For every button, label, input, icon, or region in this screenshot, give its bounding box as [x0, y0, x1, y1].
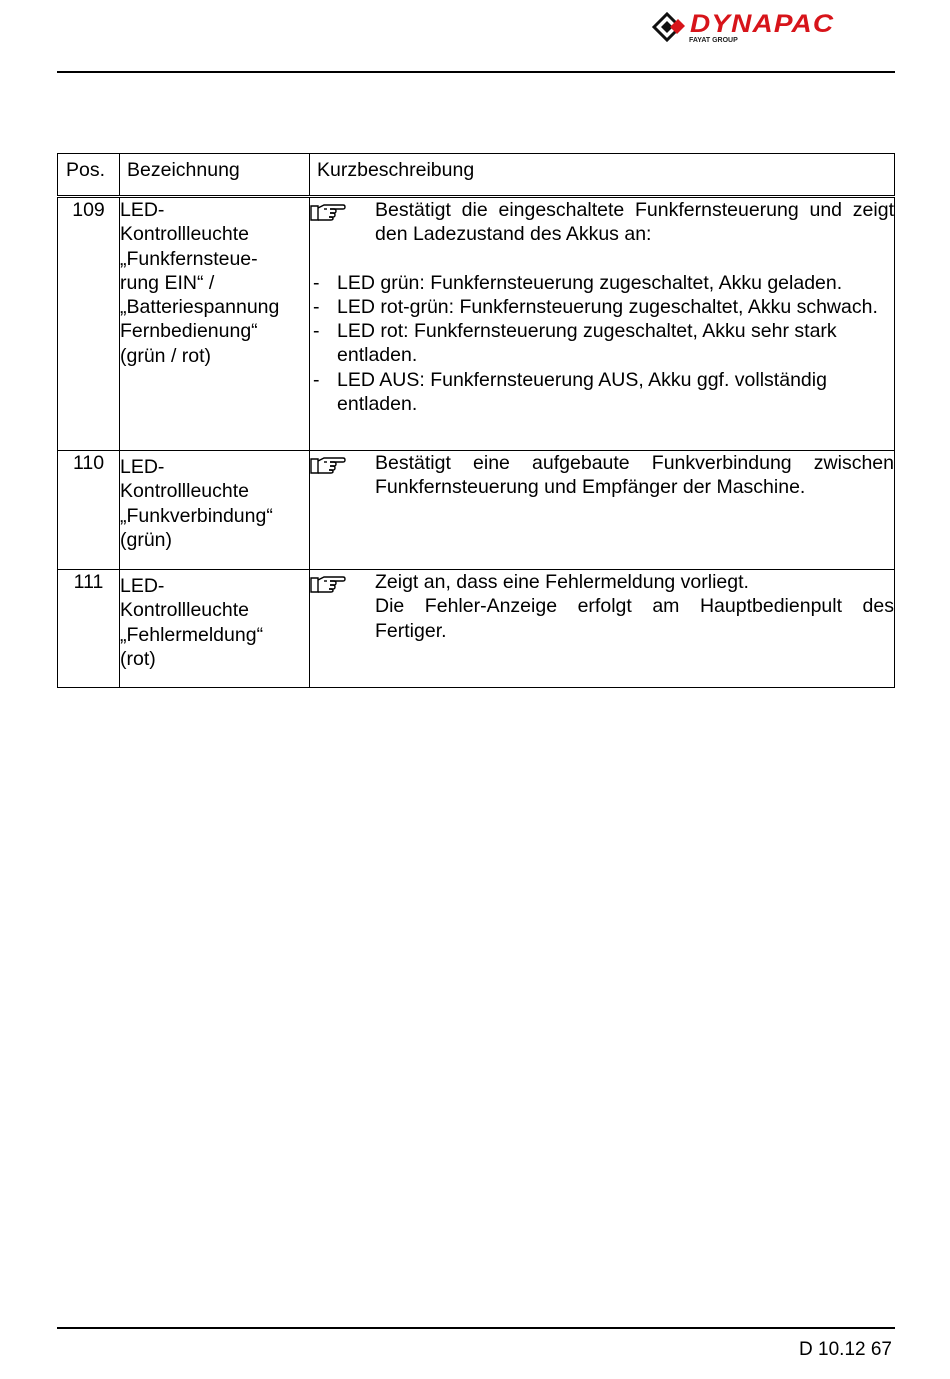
list-item: - LED rot-grün: Funkfernsteuerung zugeschaltet, Akku schwach.	[310, 295, 894, 319]
name-line: Kontrollleuchte	[120, 480, 249, 503]
name-line: „Funkfernsteue-	[120, 247, 258, 270]
name-cell	[120, 451, 310, 570]
note-block	[310, 198, 894, 247]
spec-table	[57, 153, 895, 688]
name-line: (grün / rot)	[120, 344, 212, 367]
pos-cell: 109	[58, 197, 120, 451]
name-line: LED-	[120, 199, 165, 221]
description-cell	[310, 570, 895, 688]
pos-cell: 110	[58, 451, 120, 570]
name-line: Fernbedienung“	[120, 320, 258, 343]
header-rule	[57, 71, 895, 73]
pointing-hand-icon	[310, 451, 375, 500]
name-line: „Fehlermeldung“	[120, 623, 264, 646]
pos-cell: 111	[58, 570, 120, 688]
name-line: „Funkverbindung“	[120, 504, 273, 527]
dynapac-logo-mark-icon	[652, 12, 686, 42]
list-item: - LED AUS: Funkfernsteuerung AUS, Akku ggf. vollständig entladen.	[310, 368, 894, 417]
name-line: LED-	[120, 456, 165, 478]
note-line: Die Fehler-Anzeige erfolgt am Hauptbedienpult des Fertiger.	[375, 595, 894, 642]
table-row	[58, 570, 895, 688]
name-line: „Batteriespannung	[120, 296, 280, 319]
pointing-hand-icon	[310, 198, 375, 247]
list-item: - LED rot: Funkfernsteuerung zugeschaltet, Akku sehr stark entladen.	[310, 319, 894, 368]
table-row	[58, 197, 895, 451]
note-text	[375, 570, 894, 643]
note-block	[310, 451, 894, 500]
description-cell	[310, 197, 895, 451]
name-line: LED-	[120, 575, 165, 597]
table-row	[58, 451, 895, 570]
note-text: Bestätigt eine aufgebaute Funkverbindung zwischen Funkfernsteuerung und Empfänger der Maschine.	[375, 452, 894, 499]
description-cell	[310, 451, 895, 570]
name-cell	[120, 570, 310, 688]
note-block	[310, 570, 894, 643]
column-header-name: Bezeichnung	[120, 154, 310, 197]
page-reference: D 10.12 67	[799, 1339, 892, 1360]
table-header-row	[58, 154, 895, 197]
note-line: Zeigt an, dass eine Fehlermeldung vorliegt.	[375, 571, 749, 593]
name-line: Kontrollleuchte	[120, 223, 249, 246]
name-line: rung EIN“ /	[120, 271, 215, 294]
column-header-description: Kurzbeschreibung	[310, 154, 895, 197]
footer-rule	[57, 1327, 895, 1329]
status-list	[310, 271, 894, 417]
company-logo	[650, 8, 900, 50]
brand-subtitle: FAYAT GROUP	[689, 37, 738, 44]
name-line: (rot)	[120, 647, 156, 670]
list-item: - LED grün: Funkfernsteuerung zugeschaltet, Akku geladen.	[310, 271, 894, 295]
brand-name: DYNAPAC	[690, 10, 835, 38]
name-line: (grün)	[120, 528, 173, 551]
name-line: Kontrollleuchte	[120, 599, 249, 622]
column-header-pos: Pos.	[58, 154, 120, 197]
note-text: Bestätigt die eingeschaltete Funkfernsteuerung und zeigt den Ladezustand des Akkus an:	[375, 199, 894, 246]
pointing-hand-icon	[310, 570, 375, 643]
name-cell	[120, 197, 310, 451]
